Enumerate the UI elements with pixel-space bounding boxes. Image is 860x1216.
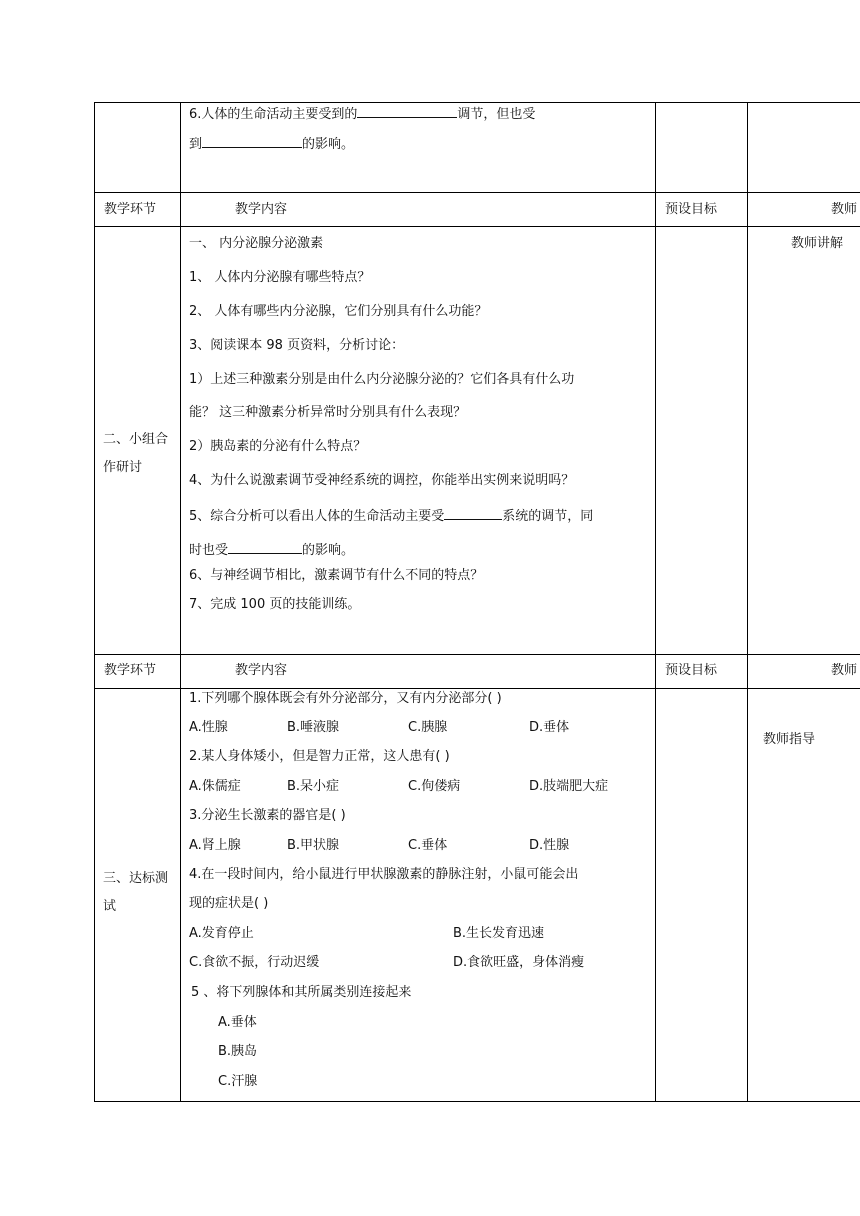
fill-blank bbox=[202, 134, 302, 148]
table-row-divider bbox=[94, 226, 860, 227]
header-content: 教学内容 bbox=[235, 663, 288, 678]
header-stage: 教学环节 bbox=[104, 202, 157, 217]
header-goal: 预设目标 bbox=[665, 663, 718, 678]
section2-teacher-note: 教师讲解 bbox=[791, 236, 844, 251]
quiz-question-4: 4.在一段时间内，给小鼠进行甲状腺激素的静脉注射，小鼠可能会出 bbox=[189, 867, 579, 882]
section2-line: 能？ 这三种激素分析异常时分别具有什么表现？ bbox=[189, 405, 467, 420]
quiz-option: B.甲状腺 bbox=[287, 838, 340, 853]
table-row-divider bbox=[94, 688, 860, 689]
header-goal: 预设目标 bbox=[665, 202, 718, 217]
quiz-option: C.食欲不振，行动迟缓 bbox=[189, 955, 320, 970]
quiz-option: D.肢端肥大症 bbox=[529, 779, 609, 794]
quiz-option: D.性腺 bbox=[529, 838, 570, 853]
match-item: C.汗腺 bbox=[218, 1074, 258, 1089]
header-teacher: 教师 bbox=[831, 202, 858, 217]
section3-stage-label: 三、达标测 试 bbox=[103, 871, 169, 914]
top-q6-line1: 6.人体的生命活动主要受到的 调节，但也受 bbox=[189, 104, 535, 124]
section2-stage-label: 二、小组合 作研讨 bbox=[103, 432, 169, 475]
section2-q5-line2: 时也受 的影响。 bbox=[189, 540, 354, 560]
section2-line: 7、完成 100 页的技能训练。 bbox=[189, 597, 361, 612]
quiz-option: A.发育停止 bbox=[189, 926, 254, 941]
quiz-question-5: 5 、将下列腺体和其所属类别连接起来 bbox=[191, 985, 412, 1000]
quiz-option: A.肾上腺 bbox=[189, 838, 241, 853]
section2-q5-line1: 5、综合分析可以看出人体的生命活动主要受 系统的调节，同 bbox=[189, 506, 593, 526]
header-teacher: 教师 bbox=[831, 663, 858, 678]
section2-line: 一、 内分泌腺分泌激素 bbox=[189, 236, 324, 251]
table-border-left bbox=[94, 102, 95, 1102]
quiz-option: B.唾液腺 bbox=[287, 720, 340, 735]
quiz-option: C.胰腺 bbox=[408, 720, 448, 735]
header-content: 教学内容 bbox=[235, 202, 288, 217]
quiz-question-3: 3.分泌生长激素的器官是( ) bbox=[189, 808, 346, 823]
quiz-option: D.垂体 bbox=[529, 720, 570, 735]
match-item: B.胰岛 bbox=[218, 1044, 258, 1059]
table-col-divider bbox=[180, 102, 181, 1102]
fill-blank bbox=[444, 506, 502, 520]
section2-line: 1、 人体内分泌腺有哪些特点？ bbox=[189, 270, 371, 285]
table-col-divider bbox=[747, 102, 748, 1102]
table-row-divider bbox=[94, 654, 860, 655]
quiz-option: C.佝偻病 bbox=[408, 779, 461, 794]
quiz-question-4-cont: 现的症状是( ) bbox=[189, 896, 269, 911]
table-col-divider bbox=[655, 102, 656, 1102]
fill-blank bbox=[228, 540, 302, 554]
quiz-option: A.侏儒症 bbox=[189, 779, 241, 794]
section2-line: 1）上述三种激素分别是由什么内分泌腺分泌的？它们各具有什么功 bbox=[189, 372, 575, 387]
section2-line: 6、与神经调节相比，激素调节有什么不同的特点？ bbox=[189, 568, 484, 583]
fill-blank bbox=[357, 104, 457, 118]
quiz-question-1: 1.下列哪个腺体既会有外分泌部分，又有内分泌部分( ) bbox=[189, 691, 502, 706]
quiz-option: C.垂体 bbox=[408, 838, 448, 853]
quiz-question-2: 2.某人身体矮小，但是智力正常，这人患有( ) bbox=[189, 749, 450, 764]
table-border-bottom bbox=[94, 1101, 860, 1102]
quiz-option: B.呆小症 bbox=[287, 779, 340, 794]
section2-line: 2）胰岛素的分泌有什么特点？ bbox=[189, 439, 367, 454]
quiz-option: A.性腺 bbox=[189, 720, 228, 735]
table-border-top bbox=[94, 102, 860, 103]
match-item: A.垂体 bbox=[218, 1015, 257, 1030]
section3-teacher-note: 教师指导 bbox=[763, 732, 816, 747]
table-row-divider bbox=[94, 192, 860, 193]
header-stage: 教学环节 bbox=[104, 663, 157, 678]
quiz-option: D.食欲旺盛，身体消瘦 bbox=[453, 955, 585, 970]
section2-line: 2、 人体有哪些内分泌腺，它们分别具有什么功能？ bbox=[189, 304, 488, 319]
quiz-option: B.生长发育迅速 bbox=[453, 926, 545, 941]
section2-line: 4、为什么说激素调节受神经系统的调控，你能举出实例来说明吗？ bbox=[189, 473, 575, 488]
top-q6-line2: 到 的影响。 bbox=[189, 134, 354, 154]
section2-line: 3、阅读课本 98 页资料，分析讨论： bbox=[189, 338, 405, 353]
